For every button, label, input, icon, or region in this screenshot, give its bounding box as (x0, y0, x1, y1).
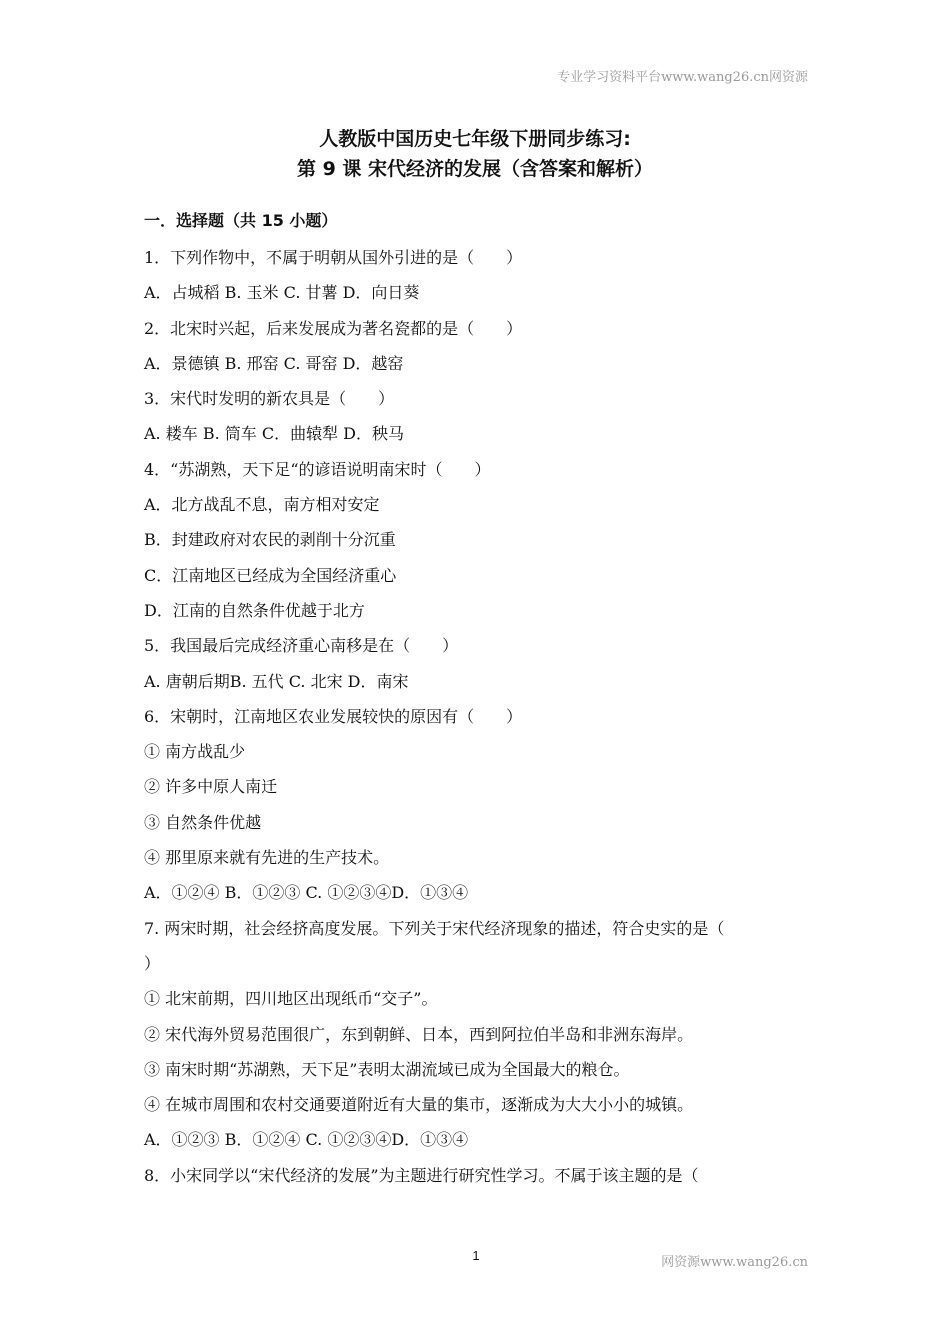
question-6-item-2: ② 许多中原人南迁 (144, 777, 278, 797)
question-3-options: A. 耧车 B. 筒车 C．曲辕犁 D．秧马 (144, 424, 404, 444)
question-5-stem: 5．我国最后完成经济重心南移是在（ ） (144, 636, 459, 656)
question-4-option-a: A．北方战乱不息，南方相对安定 (144, 495, 380, 515)
question-4-option-c: C．江南地区已经成为全国经济重心 (144, 565, 397, 585)
question-6-options: A．①②④ B．①②③ C. ①②③④D．①③④ (144, 883, 469, 903)
title-line-1: 人教版中国历史七年级下册同步练习: (319, 128, 631, 150)
question-7-stem: 7. 两宋时期，社会经挤高度发展。下列关于宋代经济现象的描述，符合史实的是（ (144, 918, 725, 938)
question-1-options: A．占城稻 B. 玉米 C. 甘薯 D．向日葵 (144, 283, 420, 303)
question-4-stem: 4．“苏湖熟，天下足“的谚语说明南宋时（ ） (144, 459, 491, 479)
question-8-stem: 8．小宋同学以“宋代经济的发展”为主题进行研究性学习。不属于该主题的是（ (144, 1165, 699, 1185)
question-6-stem: 6．宋朝时，江南地区农业发展较快的原因有（ ） (144, 706, 523, 726)
title-line-2: 第 9 课 宋代经济的发展（含答案和解析） (296, 158, 654, 180)
document-title (0, 124, 950, 184)
question-2-stem: 2．北宋时兴起，后来发展成为著名瓷都的是（ ） (144, 318, 523, 338)
question-4-option-d: D．江南的自然条件优越于北方 (144, 600, 365, 620)
question-5-options: A. 唐朝后期B. 五代 C. 北宋 D．南宋 (144, 671, 409, 691)
question-7-stem-cont: ） (144, 953, 161, 973)
question-7-item-4: ④ 在城市周围和农村交通要道附近有大量的集市，逐渐成为大大小小的城镇。 (144, 1095, 694, 1115)
question-list (144, 240, 814, 1193)
footer-watermark: 网资源www.wang26.cn (661, 1255, 808, 1270)
page-number: 1 (472, 1248, 480, 1263)
question-7-item-3: ③ 南宋时期“苏湖熟，天下足”表明太湖流域已成为全国最大的粮仓。 (144, 1059, 630, 1079)
question-2-options: A．景德镇 B. 邢窑 C. 哥窑 D．越窑 (144, 353, 404, 373)
question-6-item-4: ④ 那里原来就有先进的生产技术。 (144, 848, 390, 868)
question-4-option-b: B．封建政府对农民的剥削十分沉重 (144, 530, 396, 550)
question-7-options: A．①②③ B．①②④ C. ①②③④D．①③④ (144, 1130, 469, 1150)
question-1-stem: 1．下列作物中，不属于明朝从国外引进的是（ ） (144, 248, 523, 267)
question-6-item-1: ① 南方战乱少 (144, 742, 246, 762)
section-heading: 一．选择题（共 15 小题） (144, 211, 338, 230)
question-7-item-2: ② 宋代海外贸易范围很广，东到朝鲜、日本，西到阿拉伯半岛和非洲东海岸。 (144, 1024, 694, 1044)
header-watermark: 专业学习资料平台www.wang26.cn网资源 (557, 70, 808, 85)
question-7-item-1: ① 北宋前期，四川地区出现纸币“交子”。 (144, 989, 438, 1009)
question-3-stem: 3．宋代时发明的新农具是（ ） (144, 389, 395, 409)
question-6-item-3: ③ 自然条件优越 (144, 812, 262, 832)
